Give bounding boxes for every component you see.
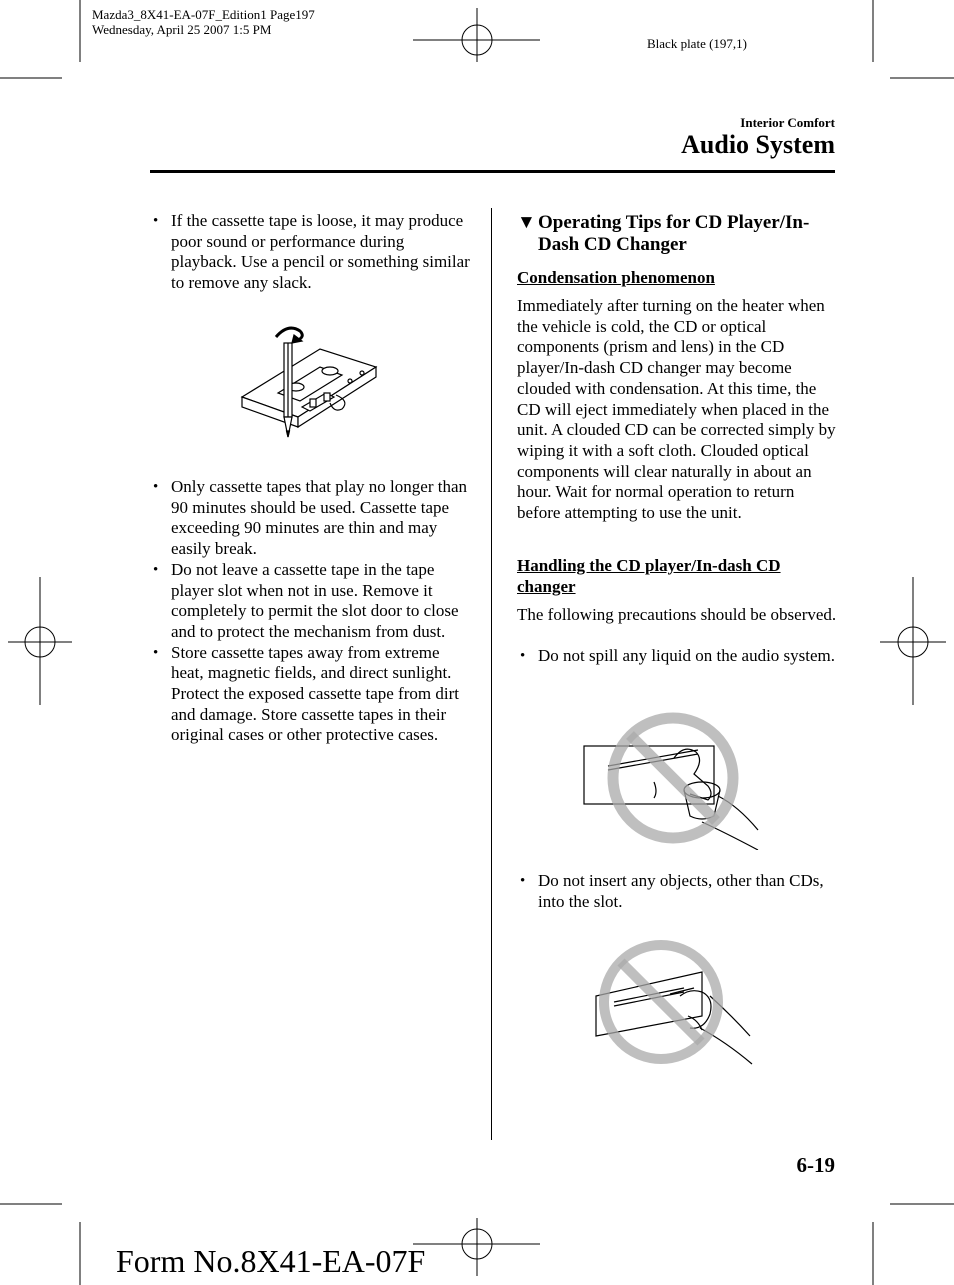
condensation-paragraph: Immediately after turning on the heater when the vehicle is cold, the CD or optical components (prism and lens) in the CD player/In-dash CD changer may become clouded with condensation. At this time, the CD will eject immediately when placed in the unit. A clouded CD can be corrected simply by wiping it with a soft cloth. Clouded optical components will clear naturally in about an hour. Wait for normal operation to return before attempting to use the unit. [517,296,836,523]
list-item: • Store cassette tapes away from extreme heat, magnetic fields, and direct sunlight. Protect the exposed cassette tape from dirt and damage. Store cassette tapes in their original cases or other protective cases. [150,643,472,747]
list-item: • Do not leave a cassette tape in the tape player slot when not in use. Remove it completely to permit the slot door to close and to protect the mechanism from dust. [150,560,472,643]
page-title: Audio System [681,130,835,159]
handling-bullet-1 [517,646,837,667]
page-number: 6-19 [796,1153,835,1177]
cd-tips-heading [517,212,837,256]
list-item: • Do not spill any liquid on the audio system. [517,646,837,667]
section-label: Interior Comfort [740,115,835,130]
heading-text: Operating Tips for CD Player/In-Dash CD Changer [538,212,810,255]
plate-info: Black plate (197,1) [647,36,747,51]
print-job-line1: Mazda3_8X41-EA-07F_Edition1 Page197 [92,7,315,22]
triangle-down-icon: ▼ [517,212,536,233]
list-item: • Do not insert any objects, other than CDs, into the slot. [517,871,837,912]
no-liquid-illustration [578,710,764,850]
handling-bullet-2 [517,871,837,912]
subhead-condensation: Condensation phenomenon [517,268,715,287]
cassette-tips-bottom [150,477,472,746]
cassette-tips-top [150,211,472,294]
print-job-info [92,7,315,37]
subhead-handling: Handling the CD player/In-dash CD changer [517,556,781,596]
list-item: • If the cassette tape is loose, it may produce poor sound or performance during playback. Use a pencil or something similar to remove any slack. [150,211,472,294]
form-number: Form No.8X41-EA-07F [116,1243,426,1279]
print-job-line2: Wednesday, April 25 2007 1:5 PM [92,22,272,37]
handling-paragraph: The following precautions should be observed. [517,605,837,624]
column-divider [491,208,492,1140]
no-objects-illustration [592,936,756,1072]
cassette-pencil-illustration [238,323,380,448]
header-rule [150,170,835,173]
list-item: • Only cassette tapes that play no longer than 90 minutes should be used. Cassette tape exceeding 90 minutes are thin and may easily break. [150,477,472,560]
